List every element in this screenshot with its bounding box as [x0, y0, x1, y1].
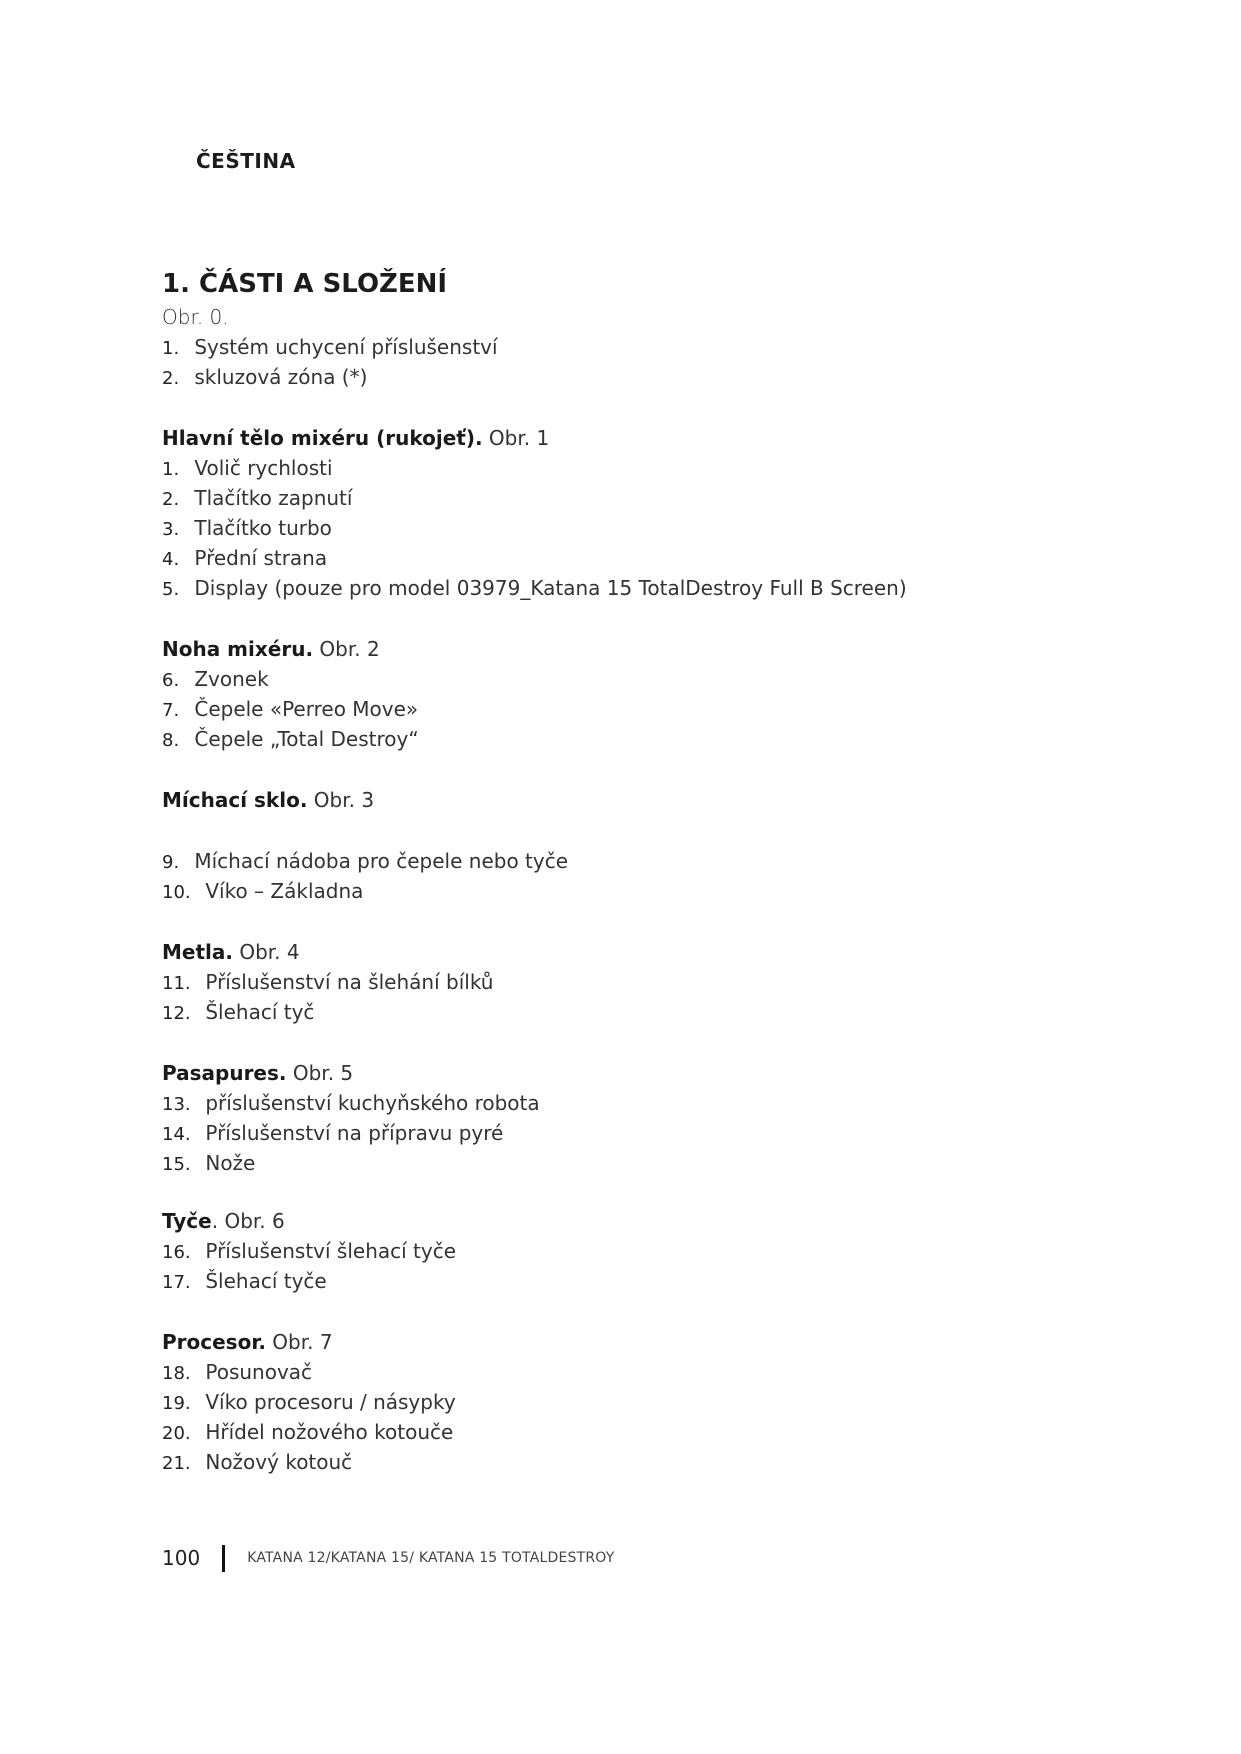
item-text: Tlačítko zapnutí	[194, 486, 353, 510]
group-title: Procesor.	[162, 1330, 266, 1354]
item-number: 19.	[162, 1393, 191, 1414]
page-footer	[162, 1543, 614, 1573]
item-text: Příslušenství na přípravu pyré	[205, 1121, 504, 1145]
item-text: Display (pouze pro model 03979_Katana 15 TotalDestroy Full B Screen)	[194, 576, 907, 600]
group-heading-pasapures	[162, 1058, 1162, 1088]
item-text: Nožový kotouč	[205, 1450, 353, 1474]
list-item	[162, 573, 1162, 603]
item-number: 2.	[162, 368, 180, 389]
section-title: 1. ČÁSTI A SLOŽENÍ	[162, 269, 448, 299]
list-item	[162, 1357, 1162, 1387]
item-number: 9.	[162, 852, 180, 873]
group-heading-whisk	[162, 937, 1162, 967]
list-item	[162, 997, 1162, 1027]
figure-reference: Obr. 0.	[162, 305, 229, 329]
item-text: Příslušenství na šlehání bílků	[205, 970, 494, 994]
item-text: Šlehací tyče	[205, 1269, 327, 1293]
item-number: 16.	[162, 1242, 191, 1263]
group-title: Míchací sklo.	[162, 788, 308, 812]
group-list-pasapures	[162, 1088, 1162, 1178]
list-item	[162, 876, 1162, 906]
list-item	[162, 1266, 1162, 1296]
group-figure: Obr. 7	[265, 1330, 333, 1354]
item-number: 2.	[162, 489, 180, 510]
item-number: 10.	[162, 882, 191, 903]
list-item	[162, 664, 1162, 694]
item-text: Posunovač	[205, 1360, 313, 1384]
item-number: 18.	[162, 1363, 191, 1384]
item-text: Přední strana	[194, 546, 328, 570]
group-title: Noha mixéru.	[162, 637, 314, 661]
group-figure: Obr. 2	[313, 637, 380, 661]
list-item	[162, 483, 1162, 513]
item-text: skluzová zóna (*)	[194, 365, 368, 389]
group-list-rods	[162, 1236, 1162, 1296]
item-text: Čepele «Perreo Move»	[194, 697, 419, 721]
item-text: Čepele „Total Destroy“	[194, 727, 419, 751]
list-item	[162, 724, 1162, 754]
language-heading: ČEŠTINA	[196, 149, 296, 173]
group-heading-rods	[162, 1206, 1162, 1236]
item-text: Víko procesoru / násypky	[205, 1390, 456, 1414]
list-item	[162, 1387, 1162, 1417]
item-text: Víko – Základna	[205, 879, 364, 903]
group-figure: . Obr. 6	[211, 1209, 285, 1233]
group-heading-processor	[162, 1327, 1162, 1357]
group-list-whisk	[162, 967, 1162, 1027]
group-figure: Obr. 3	[307, 788, 375, 812]
document-title: KATANA 12/KATANA 15/ KATANA 15 TOTALDESTROY	[247, 1550, 615, 1566]
item-number: 20.	[162, 1423, 191, 1444]
group-list-foot	[162, 664, 1162, 754]
group-title: Metla.	[162, 940, 233, 964]
list-item	[162, 846, 1162, 876]
group-heading-glass	[162, 785, 1162, 815]
list-item	[162, 362, 1162, 392]
group-list-glass	[162, 846, 1162, 906]
item-text: Příslušenství šlehací tyče	[205, 1239, 457, 1263]
item-text: příslušenství kuchyňského robota	[205, 1091, 540, 1115]
list-item	[162, 543, 1162, 573]
list-item	[162, 1417, 1162, 1447]
item-number: 14.	[162, 1124, 191, 1145]
item-number: 17.	[162, 1272, 191, 1293]
group-title: Hlavní tělo mixéru (rukojeť).	[162, 426, 483, 450]
item-text: Systém uchycení příslušenství	[194, 335, 498, 359]
item-number: 15.	[162, 1154, 191, 1175]
item-text: Zvonek	[194, 667, 269, 691]
footer-divider	[222, 1545, 225, 1572]
item-text: Volič rychlosti	[194, 456, 333, 480]
list-item	[162, 513, 1162, 543]
parts-section	[162, 266, 1162, 1477]
group-figure: Obr. 1	[482, 426, 550, 450]
item-number: 1.	[162, 338, 180, 359]
group-title: Tyče	[162, 1209, 212, 1233]
list-item	[162, 1148, 1162, 1178]
item-text: Hřídel nožového kotouče	[205, 1420, 454, 1444]
list-item	[162, 332, 1162, 362]
group-heading-foot	[162, 634, 1162, 664]
item-text: Nože	[205, 1151, 256, 1175]
item-number: 1.	[162, 459, 180, 480]
list-item	[162, 967, 1162, 997]
list-item	[162, 1118, 1162, 1148]
item-number: 21.	[162, 1453, 191, 1474]
item-text: Tlačítko turbo	[194, 516, 332, 540]
item-number: 11.	[162, 973, 191, 994]
item-number: 13.	[162, 1094, 191, 1115]
item-number: 7.	[162, 700, 180, 721]
list-item	[162, 1088, 1162, 1118]
group-title: Pasapures.	[162, 1061, 287, 1085]
group-list-body	[162, 453, 1162, 603]
intro-list	[162, 332, 1162, 392]
item-text: Míchací nádoba pro čepele nebo tyče	[194, 849, 569, 873]
group-figure: Obr. 4	[232, 940, 300, 964]
item-number: 12.	[162, 1003, 191, 1024]
page-number: 100	[162, 1546, 201, 1570]
item-text: Šlehací tyč	[205, 1000, 315, 1024]
item-number: 8.	[162, 730, 180, 751]
group-heading-body	[162, 423, 1162, 453]
list-item	[162, 694, 1162, 724]
group-list-processor	[162, 1357, 1162, 1477]
item-number: 6.	[162, 670, 180, 691]
item-number: 3.	[162, 519, 180, 540]
item-number: 4.	[162, 549, 180, 570]
group-figure: Obr. 5	[286, 1061, 354, 1085]
list-item	[162, 1236, 1162, 1266]
list-item	[162, 1447, 1162, 1477]
item-number: 5.	[162, 579, 180, 600]
list-item	[162, 453, 1162, 483]
